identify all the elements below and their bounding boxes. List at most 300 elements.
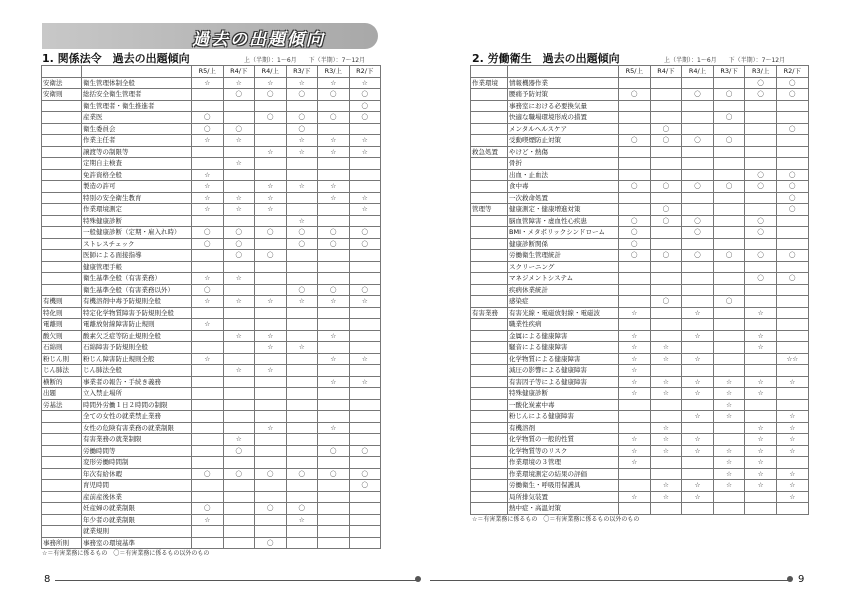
mark-cell: ☆ <box>619 388 651 400</box>
mark-cell: 〇 <box>349 445 381 457</box>
mark-cell <box>682 296 714 308</box>
mark-cell: ☆ <box>192 353 224 365</box>
item-cell: 女性の危険有害業務の就業制限 <box>82 422 192 434</box>
mark-cell: ☆ <box>650 376 682 388</box>
mark-cell: 〇 <box>682 89 714 101</box>
mark-cell <box>223 353 255 365</box>
category-cell: 特化則 <box>42 307 82 319</box>
mark-cell: ☆ <box>619 491 651 503</box>
mark-cell: ☆ <box>745 434 777 446</box>
mark-cell <box>223 307 255 319</box>
item-cell: 作業環境測定 <box>82 204 192 216</box>
mark-cell <box>650 238 682 250</box>
item-cell: 粉じんによる健康障害 <box>508 411 619 423</box>
right-section-title: 2. 労働衛生 過去の出題傾向 <box>472 52 620 65</box>
mark-cell <box>713 238 745 250</box>
mark-cell <box>255 215 287 227</box>
mark-cell: ☆ <box>192 192 224 204</box>
mark-cell: ☆ <box>682 434 714 446</box>
banner-title: 過去の出題傾向 <box>192 30 325 50</box>
table-row <box>42 169 381 181</box>
category-cell <box>42 100 82 112</box>
table-row <box>42 112 381 124</box>
mark-cell <box>286 192 318 204</box>
mark-cell <box>713 261 745 273</box>
mark-cell <box>776 146 808 158</box>
mark-cell: ☆ <box>349 376 381 388</box>
mark-cell <box>349 169 381 181</box>
mark-cell: ☆ <box>776 445 808 457</box>
item-cell: 定期自主検査 <box>82 158 192 170</box>
category-cell <box>471 123 508 135</box>
mark-cell: ☆ <box>349 192 381 204</box>
right-page-number: 9 <box>798 574 805 585</box>
mark-cell <box>349 307 381 319</box>
mark-cell <box>619 261 651 273</box>
mark-cell: ☆ <box>349 77 381 89</box>
mark-cell <box>286 100 318 112</box>
mark-cell: ☆ <box>682 307 714 319</box>
mark-cell <box>682 319 714 331</box>
mark-cell: ☆ <box>318 330 350 342</box>
mark-cell: 〇 <box>223 89 255 101</box>
mark-cell: 〇 <box>745 77 777 89</box>
category-cell <box>42 215 82 227</box>
mark-cell: ☆ <box>349 135 381 147</box>
category-cell <box>471 503 508 515</box>
item-cell: 妊産婦の就業制限 <box>82 503 192 515</box>
mark-cell <box>318 434 350 446</box>
category-cell <box>42 227 82 239</box>
item-cell: 衛生基準全般（有害業務以外） <box>82 284 192 296</box>
mark-cell: ☆ <box>713 468 745 480</box>
table-row <box>471 204 809 216</box>
category-cell <box>42 284 82 296</box>
mark-cell <box>223 319 255 331</box>
mark-cell <box>650 89 682 101</box>
mark-cell: 〇 <box>650 135 682 147</box>
mark-cell: ☆ <box>619 365 651 377</box>
mark-cell <box>619 169 651 181</box>
mark-cell <box>318 480 350 492</box>
mark-cell <box>682 158 714 170</box>
mark-cell: ☆ <box>776 411 808 423</box>
mark-cell: ☆ <box>255 422 287 434</box>
mark-cell: ☆ <box>223 77 255 89</box>
mark-cell: ☆ <box>619 457 651 469</box>
mark-cell: ☆ <box>682 411 714 423</box>
mark-cell <box>682 457 714 469</box>
mark-cell <box>619 100 651 112</box>
mark-cell: 〇 <box>776 169 808 181</box>
mark-cell: ☆ <box>223 273 255 285</box>
mark-cell <box>745 399 777 411</box>
mark-cell <box>349 491 381 503</box>
mark-cell: ☆ <box>776 491 808 503</box>
mark-cell <box>776 158 808 170</box>
category-cell <box>42 514 82 526</box>
mark-cell: 〇 <box>349 480 381 492</box>
item-cell: 全ての女性の就業禁止業務 <box>82 411 192 423</box>
item-cell: 総括安全衛生管理者 <box>82 89 192 101</box>
mark-cell <box>776 307 808 319</box>
table-row <box>42 319 381 331</box>
mark-cell: 〇 <box>286 227 318 239</box>
table-row <box>42 480 381 492</box>
mark-cell <box>682 146 714 158</box>
mark-cell <box>745 100 777 112</box>
category-cell: 酸欠則 <box>42 330 82 342</box>
table-row <box>471 169 809 181</box>
mark-cell: ☆ <box>318 353 350 365</box>
mark-cell: 〇 <box>650 250 682 262</box>
mark-cell <box>318 457 350 469</box>
mark-cell: ☆ <box>650 434 682 446</box>
column-header: R2/下 <box>776 66 808 78</box>
mark-cell <box>223 215 255 227</box>
mark-cell <box>349 399 381 411</box>
item-cell: BMI・メタボリックシンドローム <box>508 227 619 239</box>
mark-cell <box>286 365 318 377</box>
mark-cell: 〇 <box>619 238 651 250</box>
table-row <box>471 399 809 411</box>
mark-cell: 〇 <box>713 296 745 308</box>
mark-cell <box>318 250 350 262</box>
mark-cell <box>286 480 318 492</box>
item-cell: 譲渡等の制限等 <box>82 146 192 158</box>
mark-cell <box>318 399 350 411</box>
left-period-legend: 上（半期）：1～6月 下（半期）：7～12月 <box>244 57 366 64</box>
mark-cell: ☆ <box>255 204 287 216</box>
item-cell: 疾病休業統計 <box>508 284 619 296</box>
column-header: R4/上 <box>682 66 714 78</box>
category-cell <box>471 100 508 112</box>
mark-cell <box>192 146 224 158</box>
mark-cell <box>713 169 745 181</box>
mark-cell <box>349 158 381 170</box>
mark-cell <box>192 215 224 227</box>
mark-cell <box>192 526 224 538</box>
item-cell: 快適な職場環境形成の措置 <box>508 112 619 124</box>
category-cell <box>471 342 508 354</box>
mark-cell <box>713 503 745 515</box>
category-cell <box>42 480 82 492</box>
category-cell <box>42 158 82 170</box>
table-row <box>471 181 809 193</box>
mark-cell: 〇 <box>286 238 318 250</box>
mark-cell <box>223 146 255 158</box>
mark-cell: 〇 <box>286 284 318 296</box>
mark-cell: ☆ <box>776 434 808 446</box>
mark-cell: ☆ <box>776 422 808 434</box>
mark-cell <box>682 399 714 411</box>
mark-cell <box>713 100 745 112</box>
mark-cell <box>223 284 255 296</box>
mark-cell <box>682 503 714 515</box>
mark-cell <box>349 273 381 285</box>
table-row <box>42 227 381 239</box>
table-row <box>42 158 381 170</box>
category-cell <box>42 445 82 457</box>
mark-cell: 〇 <box>192 227 224 239</box>
mark-cell <box>745 261 777 273</box>
mark-cell <box>286 399 318 411</box>
mark-cell: 〇 <box>192 112 224 124</box>
mark-cell: 〇 <box>255 503 287 515</box>
mark-cell <box>713 123 745 135</box>
mark-cell <box>619 480 651 492</box>
mark-cell: ☆ <box>713 411 745 423</box>
mark-cell: ☆ <box>650 422 682 434</box>
item-cell: 特別の安全衛生教育 <box>82 192 192 204</box>
mark-cell: ☆ <box>286 77 318 89</box>
item-cell: 免許資格全般 <box>82 169 192 181</box>
table-row <box>42 100 381 112</box>
mark-cell: ☆ <box>745 445 777 457</box>
mark-cell <box>286 169 318 181</box>
header-blank <box>82 66 192 78</box>
mark-cell <box>682 123 714 135</box>
item-cell: 電離放射線障害防止規則 <box>82 319 192 331</box>
left-page-dot <box>415 576 421 582</box>
mark-cell: 〇 <box>650 181 682 193</box>
header-blank <box>42 66 82 78</box>
table-row <box>42 330 381 342</box>
category-cell <box>471 422 508 434</box>
category-cell: 横断的 <box>42 376 82 388</box>
mark-cell <box>318 411 350 423</box>
mark-cell: ☆ <box>745 480 777 492</box>
item-cell: 製造の許可 <box>82 181 192 193</box>
mark-cell <box>223 503 255 515</box>
category-cell <box>471 330 508 342</box>
table-row <box>42 273 381 285</box>
column-header: R5/上 <box>619 66 651 78</box>
mark-cell <box>255 169 287 181</box>
mark-cell <box>682 204 714 216</box>
item-cell: じん肺法全般 <box>82 365 192 377</box>
mark-cell <box>349 123 381 135</box>
item-cell: スクリーニング <box>508 261 619 273</box>
item-cell: 労働衛生管理統計 <box>508 250 619 262</box>
mark-cell <box>349 250 381 262</box>
mark-cell: 〇 <box>713 112 745 124</box>
mark-cell <box>619 273 651 285</box>
category-cell <box>42 491 82 503</box>
mark-cell: ☆ <box>619 376 651 388</box>
mark-cell <box>349 514 381 526</box>
item-cell: 感染症 <box>508 296 619 308</box>
mark-cell <box>318 514 350 526</box>
mark-cell: ☆ <box>745 457 777 469</box>
category-cell: 有害業務 <box>471 307 508 319</box>
mark-cell: ☆ <box>713 445 745 457</box>
mark-cell: 〇 <box>255 468 287 480</box>
mark-cell <box>192 330 224 342</box>
mark-cell <box>713 365 745 377</box>
item-cell: 労働衛生・呼吸用保護具 <box>508 480 619 492</box>
mark-cell: 〇 <box>776 273 808 285</box>
item-cell: 特殊健康診断 <box>82 215 192 227</box>
mark-cell <box>192 89 224 101</box>
mark-cell <box>223 480 255 492</box>
mark-cell <box>318 491 350 503</box>
mark-cell: 〇 <box>286 468 318 480</box>
mark-cell <box>745 192 777 204</box>
right-page-dot <box>787 576 793 582</box>
mark-cell <box>286 457 318 469</box>
mark-cell <box>776 388 808 400</box>
right-period-legend: 上（半期）：1～6月 下（半期）：7～12月 <box>664 57 786 64</box>
mark-cell: ☆ <box>192 296 224 308</box>
category-cell <box>471 284 508 296</box>
table-row <box>42 376 381 388</box>
item-cell: ストレスチェック <box>82 238 192 250</box>
table-row <box>42 146 381 158</box>
table-row <box>471 353 809 365</box>
item-cell: 受動喫煙防止対策 <box>508 135 619 147</box>
mark-cell: 〇 <box>286 123 318 135</box>
table-row <box>42 388 381 400</box>
mark-cell <box>223 457 255 469</box>
mark-cell <box>776 296 808 308</box>
mark-cell: ☆ <box>745 422 777 434</box>
mark-cell: 〇 <box>619 227 651 239</box>
mark-cell: 〇 <box>349 89 381 101</box>
mark-cell: 〇 <box>318 112 350 124</box>
mark-cell: 〇 <box>745 250 777 262</box>
mark-cell: 〇 <box>682 250 714 262</box>
mark-cell <box>682 238 714 250</box>
mark-cell: ☆ <box>223 192 255 204</box>
mark-cell <box>619 296 651 308</box>
table-row <box>471 376 809 388</box>
column-header: R4/上 <box>255 66 287 78</box>
item-cell: 就業規則 <box>82 526 192 538</box>
mark-cell: 〇 <box>318 238 350 250</box>
item-cell: 健康管理手帳 <box>82 261 192 273</box>
mark-cell <box>745 204 777 216</box>
mark-cell <box>650 457 682 469</box>
mark-cell <box>619 503 651 515</box>
mark-cell <box>286 158 318 170</box>
column-header: R5/上 <box>192 66 224 78</box>
item-cell: 健康診断関係 <box>508 238 619 250</box>
table-row <box>471 342 809 354</box>
category-cell: 管理等 <box>471 204 508 216</box>
table-row <box>42 434 381 446</box>
mark-cell: ☆ <box>318 135 350 147</box>
category-cell: 有機則 <box>42 296 82 308</box>
mark-cell: ☆ <box>745 330 777 342</box>
table-row <box>42 445 381 457</box>
mark-cell <box>619 411 651 423</box>
mark-cell <box>286 445 318 457</box>
mark-cell <box>650 273 682 285</box>
table-row <box>42 457 381 469</box>
category-cell <box>471 411 508 423</box>
mark-cell <box>192 261 224 273</box>
item-cell: 事務室における必要換気量 <box>508 100 619 112</box>
mark-cell <box>619 77 651 89</box>
mark-cell: 〇 <box>318 89 350 101</box>
category-cell <box>471 89 508 101</box>
category-cell <box>471 480 508 492</box>
mark-cell: 〇 <box>349 112 381 124</box>
mark-cell <box>713 434 745 446</box>
mark-cell: ☆ <box>745 468 777 480</box>
mark-cell <box>286 434 318 446</box>
mark-cell: ☆ <box>192 204 224 216</box>
category-cell <box>42 123 82 135</box>
mark-cell: 〇 <box>682 135 714 147</box>
table-row <box>471 411 809 423</box>
mark-cell <box>318 526 350 538</box>
mark-cell: 〇 <box>286 112 318 124</box>
item-cell: 作業環境測定の結果の評価 <box>508 468 619 480</box>
table-row <box>471 123 809 135</box>
mark-cell: ☆ <box>192 273 224 285</box>
mark-cell <box>745 411 777 423</box>
item-cell: メンタルヘルスケア <box>508 123 619 135</box>
mark-cell <box>650 330 682 342</box>
category-cell <box>42 204 82 216</box>
category-cell <box>471 434 508 446</box>
mark-cell <box>745 135 777 147</box>
mark-cell <box>255 158 287 170</box>
category-cell: じん肺法 <box>42 365 82 377</box>
mark-cell <box>619 399 651 411</box>
mark-cell: 〇 <box>192 284 224 296</box>
category-cell <box>42 250 82 262</box>
mark-cell <box>223 537 255 549</box>
mark-cell: ☆ <box>682 445 714 457</box>
mark-cell: ☆ <box>619 353 651 365</box>
mark-cell: 〇 <box>713 181 745 193</box>
mark-cell <box>619 284 651 296</box>
table-row <box>471 457 809 469</box>
item-cell: マネジメントシステム <box>508 273 619 285</box>
item-cell: 食中毒 <box>508 181 619 193</box>
table-row <box>471 434 809 446</box>
item-cell: 健康測定・健康増進対策 <box>508 204 619 216</box>
mark-cell <box>349 215 381 227</box>
mark-cell <box>713 273 745 285</box>
table-row <box>42 537 381 549</box>
item-cell: 局所排気装置 <box>508 491 619 503</box>
mark-cell <box>192 457 224 469</box>
mark-cell: ☆ <box>682 480 714 492</box>
table-row <box>471 146 809 158</box>
mark-cell: ☆ <box>650 388 682 400</box>
mark-cell <box>318 158 350 170</box>
mark-cell: ☆ <box>713 388 745 400</box>
mark-cell <box>745 365 777 377</box>
category-cell <box>471 353 508 365</box>
item-cell: 年少者の就業制限 <box>82 514 192 526</box>
mark-cell: 〇 <box>745 227 777 239</box>
category-cell <box>471 388 508 400</box>
mark-cell: 〇 <box>650 123 682 135</box>
mark-cell: ☆ <box>318 77 350 89</box>
table-row <box>471 296 809 308</box>
mark-cell <box>255 353 287 365</box>
item-cell: 時間外労働１日２時間の制限 <box>82 399 192 411</box>
mark-cell: ☆ <box>619 330 651 342</box>
category-cell <box>471 319 508 331</box>
mark-cell: ☆ <box>223 135 255 147</box>
mark-cell: ☆ <box>255 365 287 377</box>
